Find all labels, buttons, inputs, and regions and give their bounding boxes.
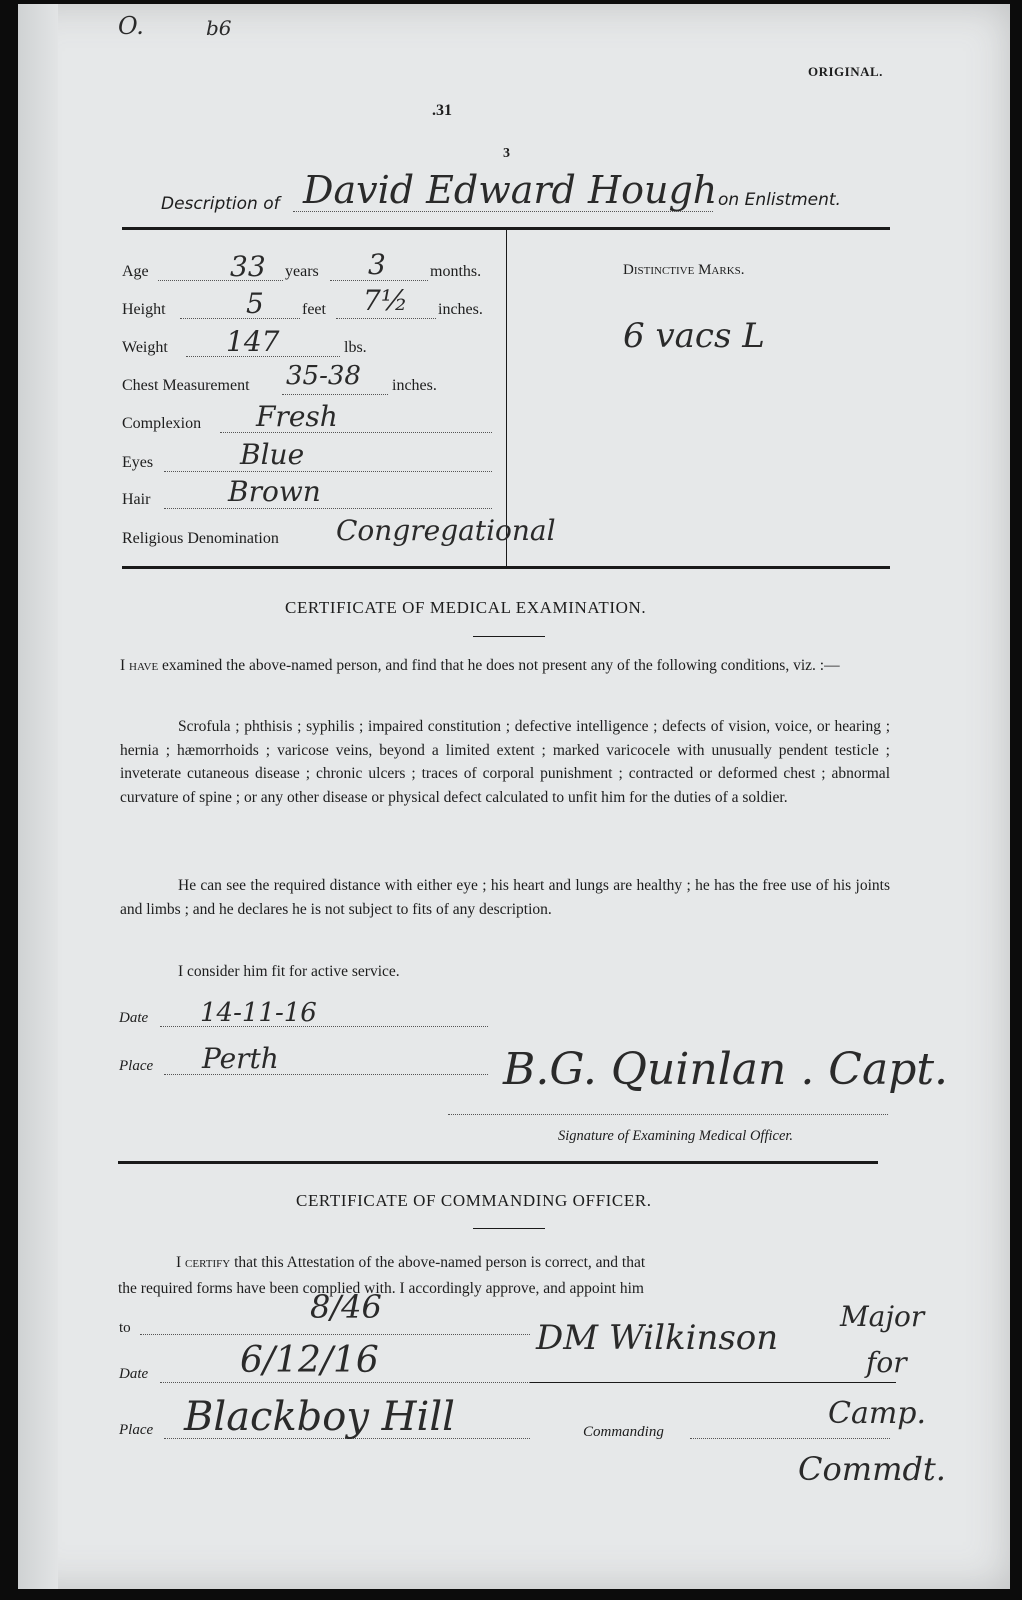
- rank-line-commdt: Commdt.: [798, 1450, 946, 1488]
- original-label: ORIGINAL.: [808, 64, 883, 79]
- page-number: 3: [503, 146, 510, 161]
- page-spine-shadow: [18, 4, 58, 1589]
- commanding-to-dots: [140, 1334, 530, 1335]
- stamp-mark: .31: [432, 102, 452, 119]
- rank-line-camp: Camp.: [828, 1396, 927, 1431]
- rank-line-major: Major: [840, 1300, 925, 1333]
- lbs-label: lbs.: [344, 339, 367, 356]
- description-suffix: on Enlistment.: [718, 190, 841, 210]
- medical-place-value: Perth: [202, 1042, 279, 1075]
- description-prefix: Description of: [161, 194, 280, 214]
- eyes-label: Eyes: [122, 454, 154, 471]
- age-label: Age: [122, 263, 149, 280]
- eyes-value: Blue: [240, 438, 305, 471]
- medical-officer-signature: B.G. Quinlan . Capt.: [503, 1044, 949, 1095]
- height-inches-dots: [336, 318, 436, 319]
- commanding-dots: [690, 1438, 890, 1439]
- medical-signature-dots: [448, 1114, 888, 1115]
- distinctive-marks-label: Distinctive Marks.: [623, 262, 745, 278]
- weight-value: 147: [226, 325, 280, 358]
- medical-intro-text: examined the above-named person, and find that he does not present any of the following conditions, viz. :—: [162, 657, 840, 674]
- commanding-line-1: [176, 1254, 886, 1272]
- attestation-page: [18, 4, 1010, 1589]
- signature-line: [530, 1382, 896, 1383]
- commanding-heading-underline: [473, 1228, 545, 1229]
- section-rule-2: [118, 1161, 878, 1164]
- height-feet-dots: [180, 318, 300, 319]
- religion-value: Congregational: [336, 514, 556, 547]
- medical-intro: [120, 654, 890, 678]
- commanding-label: Commanding: [583, 1424, 664, 1440]
- inches-label: inches.: [438, 301, 483, 318]
- height-feet-value: 5: [246, 287, 264, 320]
- commanding-heading: CERTIFICATE OF COMMANDING OFFICER.: [296, 1191, 652, 1210]
- medical-date-value: 14-11-16: [200, 998, 317, 1028]
- commanding-to-value: 8/46: [310, 1288, 382, 1326]
- commanding-officer-signature: DM Wilkinson: [536, 1318, 779, 1358]
- chest-value: 35-38: [286, 361, 361, 391]
- complexion-label: Complexion: [122, 415, 202, 432]
- age-years-value: 33: [230, 250, 266, 283]
- commanding-place-value: Blackboy Hill: [184, 1394, 455, 1440]
- age-months-value: 3: [368, 248, 386, 281]
- commanding-lead: I certify: [176, 1254, 231, 1271]
- years-label: years: [285, 263, 319, 280]
- corner-pencil-note: O.: [118, 12, 144, 40]
- commanding-to-label: to: [119, 1320, 131, 1336]
- commanding-date-label: Date: [119, 1366, 149, 1382]
- medical-heading: CERTIFICATE OF MEDICAL EXAMINATION.: [285, 598, 647, 617]
- height-inches-value: 7½: [363, 284, 408, 317]
- medical-fit: I consider him fit for active service.: [178, 963, 400, 980]
- commanding-place-label: Place: [119, 1422, 154, 1438]
- height-label: Height: [122, 301, 166, 318]
- distinctive-marks-value: 6 vacs L: [623, 316, 765, 356]
- medical-sight: He can see the required distance with either eye ; his heart and lungs are healthy ; he has the free use of his joints and limbs ; and he declares he is not subject to fits of any description.: [120, 877, 890, 918]
- name-dotted-line: [293, 211, 713, 212]
- rank-line-for: for: [866, 1346, 907, 1379]
- commanding-date-dots: [160, 1382, 530, 1383]
- chest-unit-label: inches.: [392, 377, 437, 394]
- hair-dots: [164, 508, 492, 509]
- complexion-value: Fresh: [256, 400, 338, 433]
- medical-date-label: Date: [119, 1010, 149, 1026]
- medical-place-label: Place: [119, 1058, 154, 1074]
- corner-pencil-note-2: b6: [206, 16, 232, 40]
- eyes-dots: [164, 471, 492, 472]
- months-label: months.: [430, 263, 482, 280]
- commanding-line-1-text: that this Attestation of the above-named person is correct, and that: [234, 1254, 646, 1271]
- medical-signature-caption: Signature of Examining Medical Officer.: [558, 1128, 794, 1144]
- commanding-date-value: 6/12/16: [240, 1340, 379, 1381]
- chest-label: Chest Measurement: [122, 377, 250, 394]
- weight-label: Weight: [122, 339, 168, 356]
- medical-conditions: Scrofula ; phthisis ; syphilis ; impaired constitution ; defective intelligence ; defects of vision, voice, or hearing ; hernia ; hæmorrhoids ; varicose veins, beyond a limited extent ; marked varicocele with unusually pendent testicle ; inveterate cutaneous disease ; chronic ulcers ; traces of corporal punishment ; contracted or deformed chest ; abnormal curvature of spine ; or any other disease or physical defect calculated to unfit him for the duties of a soldier.: [120, 718, 890, 806]
- recruit-name: David Edward Hough: [303, 168, 718, 212]
- commanding-line-2: the required forms have been complied with. I accordingly approve, and appoint him: [118, 1280, 644, 1297]
- chest-dots: [282, 394, 388, 395]
- religion-label: Religious Denomination: [122, 530, 279, 547]
- medical-intro-lead: I have: [120, 657, 159, 674]
- hair-label: Hair: [122, 491, 151, 508]
- heading-underline: [473, 636, 545, 637]
- hair-value: Brown: [228, 475, 321, 508]
- section-rule-1: [122, 566, 890, 569]
- feet-label: feet: [302, 301, 326, 318]
